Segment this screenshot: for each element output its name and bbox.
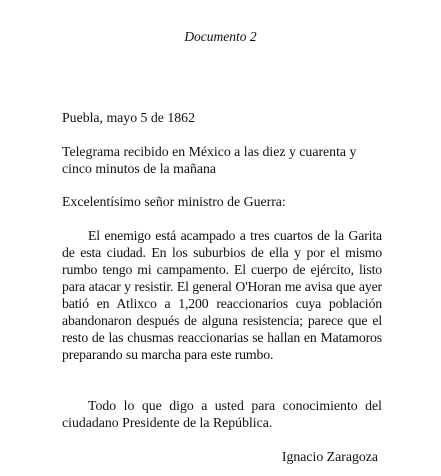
telegram-note: Telegrama recibido en México a las diez y cuarenta y cinco minutos de la mañana <box>62 144 357 176</box>
document-title: Documento 2 <box>184 29 257 44</box>
signature: Ignacio Zaragoza <box>281 449 378 464</box>
salutation: Excelentísimo señor ministro de Guerra: <box>62 194 286 209</box>
closing-paragraph: Todo lo que digo a usted para conocimiento del ciudadano Presidente de la República. <box>62 398 382 430</box>
body-paragraph: El enemigo está acampado a tres cuartos de la Garita de esta ciudad. En los suburbios de ella y por el mismo rumbo tengo mi campamento. El cuerpo de ejército, listo para atacar y resistir. El general O'Horan me avisa que ayer batió en Atlixco a 1,200 reaccionarios cuya población abandonaron después de alguna resistencia; parece que el resto de las chusmas reaccionarias se hallan en Matamoros preparando su marcha para este rumbo. <box>62 228 382 362</box>
place-date-line: Puebla, mayo 5 de 1862 <box>62 110 195 125</box>
